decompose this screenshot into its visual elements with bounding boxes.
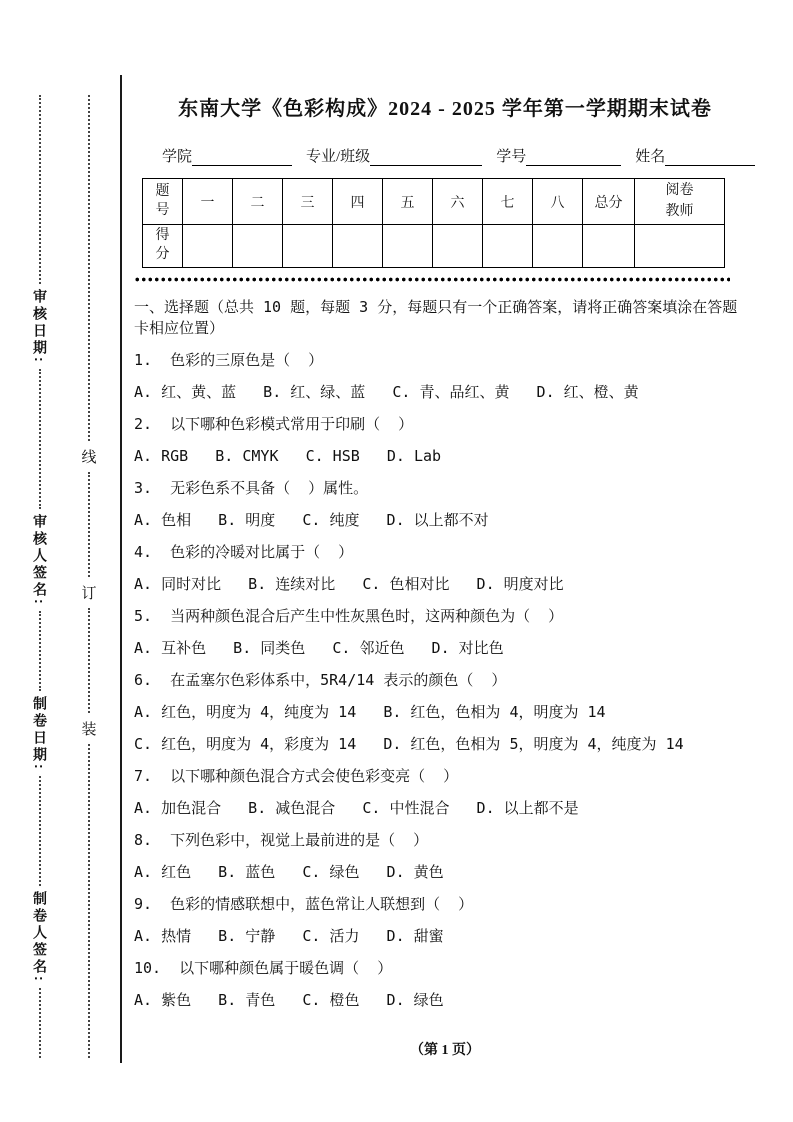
question-8-text: 8. 下列色彩中，视觉上最前进的是（ ） — [134, 830, 429, 849]
question-2-text: 2. 以下哪种色彩模式常用于印刷（ ） — [134, 414, 414, 433]
score-table-score-row — [143, 225, 725, 268]
question-5-text: 5. 当两种颜色混合后产生中性灰黑色时，这两种颜色为（ ） — [134, 606, 564, 625]
review-date-label: 审核日期: — [32, 288, 48, 365]
dotted-line — [88, 95, 90, 441]
question-10-text: 10. 以下哪种颜色属于暖色调（ ） — [134, 958, 393, 977]
question-3-options: A. 色相 B. 明度 C. 纯度 D. 以上都不对 — [134, 510, 489, 529]
header-cell-text: 题号 — [155, 183, 170, 218]
student-id-label: 学号 — [496, 149, 527, 165]
score-cell-empty — [433, 225, 483, 268]
header-cell-section-2: 二 — [233, 179, 283, 225]
question-3-text: 3. 无彩色系不具备（ ）属性。 — [134, 478, 369, 497]
section-heading: 一、选择题（总共 10 题，每题 3 分，每题只有一个正确答案，请将正确答案填涂在答题卡相应位置） — [134, 297, 738, 337]
dotted-separator — [134, 277, 730, 282]
dotted-line — [88, 744, 90, 1058]
question-number-header-cell — [143, 179, 183, 225]
dotted-line — [39, 95, 41, 284]
dotted-line — [88, 472, 90, 577]
header-cell-section-8: 八 — [533, 179, 583, 225]
question-1-options: A. 红、黄、蓝 B. 红、绿、蓝 C. 青、品红、黄 D. 红、橙、黄 — [134, 382, 639, 401]
header-cell-grader — [635, 179, 725, 225]
name-field — [635, 145, 755, 166]
dotted-line — [39, 988, 41, 1058]
binding-char-xian: 线 — [81, 448, 97, 466]
binding-char-ding: 订 — [81, 584, 97, 602]
score-cell-empty — [183, 225, 233, 268]
question-5-options: A. 互补色 B. 同类色 C. 邻近色 D. 对比色 — [134, 638, 504, 657]
score-cell-empty — [583, 225, 635, 268]
paper-maker-signature-label: 制卷人签名: — [32, 890, 48, 984]
header-cell-text: 阅卷教师 — [665, 183, 694, 219]
page-number: （第 1 页） — [410, 1042, 480, 1058]
dotted-line — [39, 611, 41, 691]
paper-content — [134, 80, 756, 1059]
major-class-blank-line — [370, 151, 482, 166]
major-class-label: 专业/班级 — [306, 149, 371, 165]
question-1-text: 1. 色彩的三原色是（ ） — [134, 350, 324, 369]
questions-section — [134, 297, 742, 1011]
question-8-options: A. 红色 B. 蓝色 C. 绿色 D. 黄色 — [134, 862, 444, 881]
dotted-line — [39, 776, 41, 885]
header-cell-section-3: 三 — [283, 179, 333, 225]
header-cell-section-7: 七 — [483, 179, 533, 225]
student-id-blank-line — [526, 151, 621, 166]
margin-divider-line — [120, 75, 122, 1063]
reviewer-signature-label: 审核人签名: — [32, 513, 48, 607]
score-cell-empty — [383, 225, 433, 268]
score-cell-empty — [483, 225, 533, 268]
question-2-options: A. RGB B. CMYK C. HSB D. Lab — [134, 446, 442, 465]
score-cell-empty — [635, 225, 725, 268]
score-table — [142, 178, 725, 268]
major-class-field — [306, 145, 482, 166]
dotted-line — [88, 608, 90, 713]
score-cell-empty — [533, 225, 583, 268]
question-9-text: 9. 色彩的情感联想中，蓝色常让人联想到（ ） — [134, 894, 474, 913]
left-margin-signature-column — [24, 95, 56, 1058]
score-row-label-cell — [143, 225, 183, 268]
exam-title: 东南大学《色彩构成》2024 - 2025 学年第一学期期末试卷 — [178, 98, 712, 120]
paper-making-date-label: 制卷日期: — [32, 695, 48, 772]
college-label: 学院 — [162, 149, 193, 165]
name-blank-line — [665, 151, 755, 166]
college-blank-line — [192, 151, 292, 166]
header-cell-section-4: 四 — [333, 179, 383, 225]
score-table-header-row — [143, 179, 725, 225]
question-4-options: A. 同时对比 B. 连续对比 C. 色相对比 D. 明度对比 — [134, 574, 564, 593]
score-cell-empty — [233, 225, 283, 268]
question-9-options: A. 热情 B. 宁静 C. 活力 D. 甜蜜 — [134, 926, 444, 945]
score-cell-empty — [283, 225, 333, 268]
college-field — [162, 145, 292, 166]
question-6-options-ab: A. 红色，明度为 4，纯度为 14 B. 红色，色相为 4，明度为 14 — [134, 702, 606, 721]
student-id-field — [496, 145, 621, 166]
score-cell-empty — [333, 225, 383, 268]
student-info-line — [134, 145, 756, 166]
question-10-options: A. 紫色 B. 青色 C. 橙色 D. 绿色 — [134, 990, 444, 1009]
question-6-options-cd: C. 红色，明度为 4，彩度为 14 D. 红色，色相为 5，明度为 4，纯度为 14 — [134, 734, 684, 753]
header-cell-total: 总分 — [583, 179, 635, 225]
name-label: 姓名 — [635, 149, 666, 165]
question-4-text: 4. 色彩的冷暖对比属于（ ） — [134, 542, 354, 561]
question-6-text: 6. 在孟塞尔色彩体系中，5R4/14 表示的颜色（ ） — [134, 670, 507, 689]
question-7-text: 7. 以下哪种颜色混合方式会使色彩变亮（ ） — [134, 766, 459, 785]
header-cell-section-1: 一 — [183, 179, 233, 225]
dotted-line — [39, 369, 41, 508]
question-7-options: A. 加色混合 B. 减色混合 C. 中性混合 D. 以上都不是 — [134, 798, 579, 817]
header-cell-section-5: 五 — [383, 179, 433, 225]
binding-line-column — [78, 95, 100, 1058]
header-cell-section-6: 六 — [433, 179, 483, 225]
binding-char-zhuang: 装 — [81, 720, 97, 738]
score-row-label-text: 得分 — [155, 228, 170, 262]
